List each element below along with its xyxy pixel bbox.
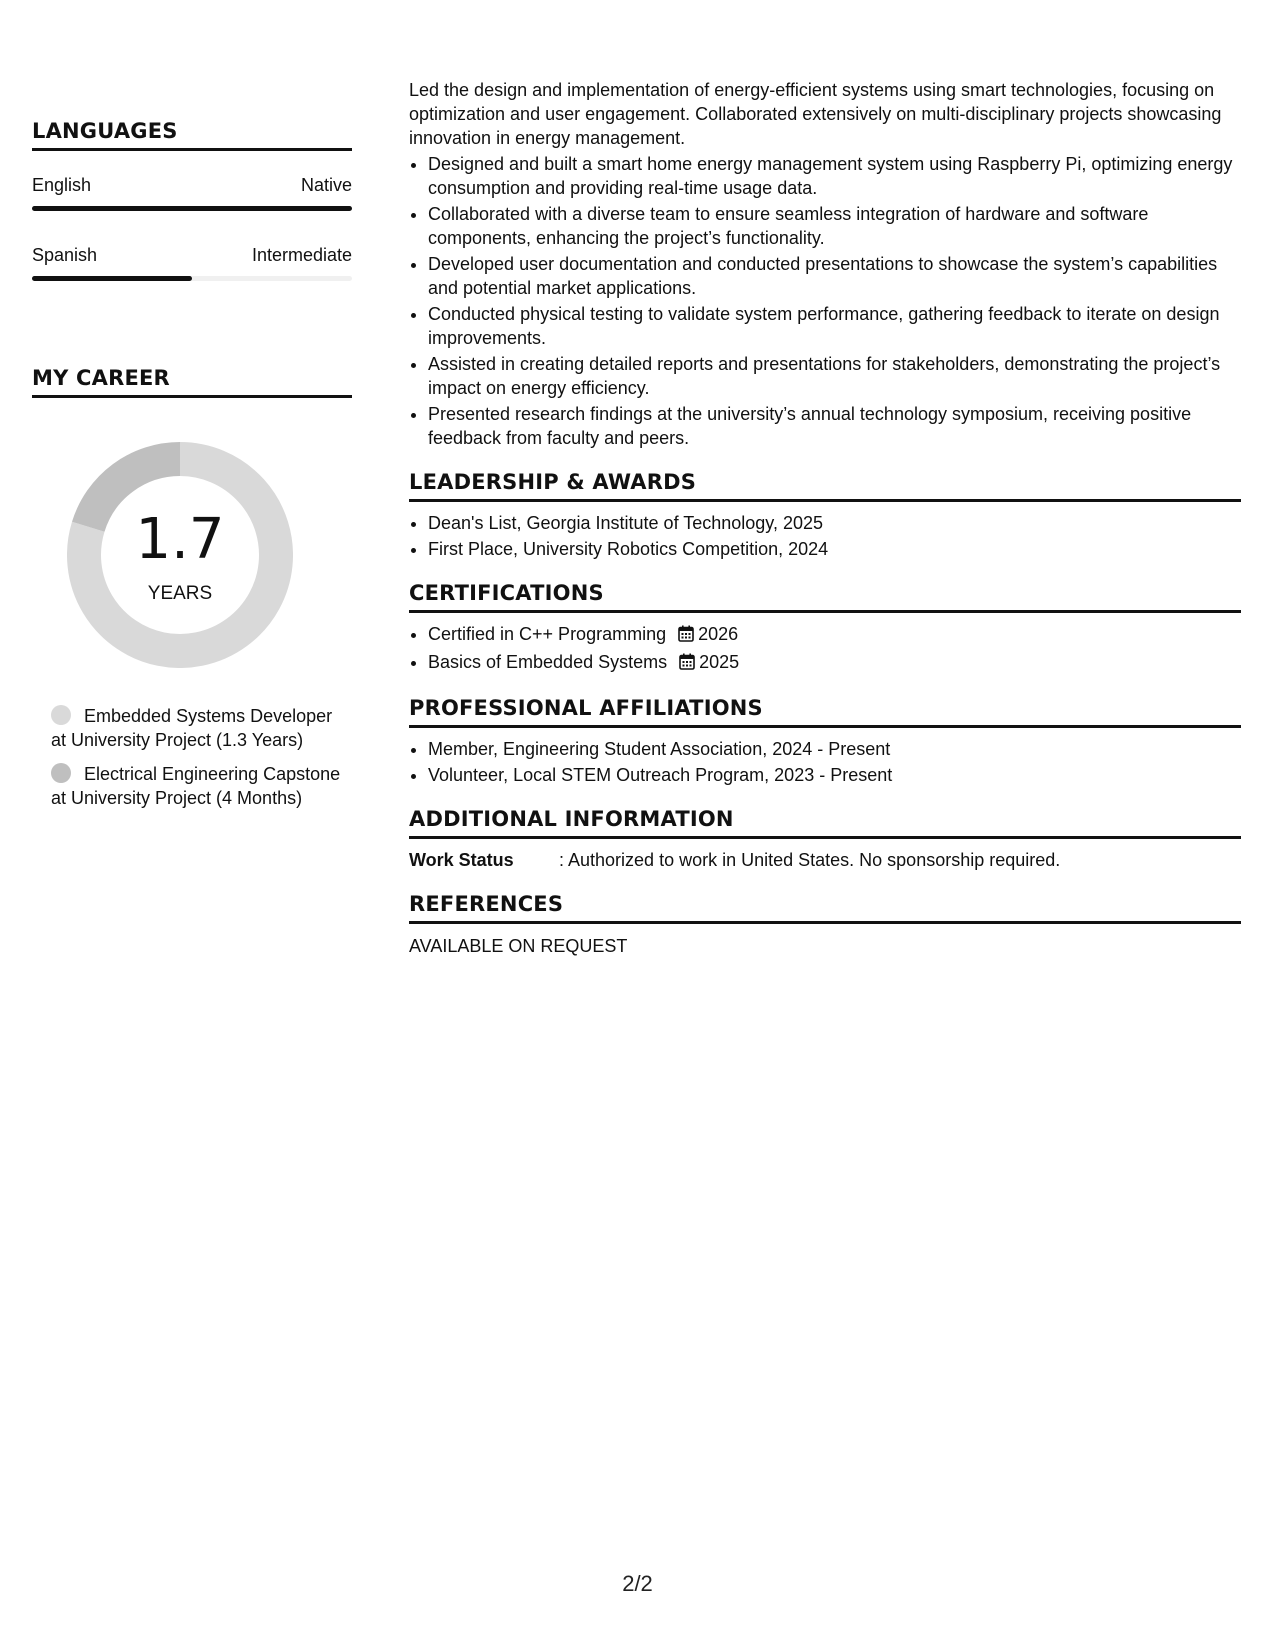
work-status-value: : Authorized to work in United States. No sponsorship required.: [559, 850, 1061, 870]
career-total-value: 1.7: [135, 507, 225, 572]
certification-name: Basics of Embedded Systems: [428, 652, 668, 672]
legend-dot: [51, 705, 71, 725]
career-donut-chart: [67, 442, 293, 668]
references-title: REFERENCES: [409, 892, 1241, 924]
project-bullets: [409, 152, 1241, 450]
work-status-label: Work Status: [409, 850, 514, 870]
language-name: Spanish: [32, 245, 98, 265]
list-item: • Assisted in creating detailed reports and presentations for stakeholders, demonstrating the project’s impact on energy efficiency.: [428, 352, 1241, 400]
project-summary: Led the design and implementation of energy-efficient systems using smart technologies, focusing on optimization and user engagement. Collaborated extensively on multi-disciplinary projects showcasing innovation in energy management.: [409, 80, 1222, 148]
list-item: • Conducted physical testing to validate system performance, gathering feedback to iterate on design improvements.: [428, 302, 1241, 350]
career-legend-item: [51, 762, 341, 810]
certification-year: 2025: [699, 652, 740, 672]
affiliations-list: [409, 737, 1241, 787]
list-item: • Presented research findings at the university’s annual technology symposium, receiving positive feedback from faculty and peers.: [428, 402, 1241, 450]
list-item: • Dean's List, Georgia Institute of Technology, 2025: [428, 511, 1241, 535]
language-level: Intermediate: [251, 245, 352, 265]
languages-title: LANGUAGES: [32, 119, 352, 151]
language-proficiency-bar: [32, 276, 352, 281]
references-text: AVAILABLE ON REQUEST: [409, 936, 628, 956]
list-item: • Developed user documentation and conducted presentations to showcase the system’s capabilities and potential market applications.: [428, 252, 1241, 300]
list-item: • Volunteer, Local STEM Outreach Program, 2023 - Present: [428, 763, 1241, 787]
certification-name: Certified in C++ Programming: [428, 624, 667, 644]
language-item: [32, 245, 352, 281]
language-level: Native: [300, 175, 352, 195]
language-name: English: [32, 175, 92, 195]
calendar-icon: [679, 652, 695, 676]
legend-dot: [51, 763, 71, 783]
legend-label: Embedded Systems Developer at University Project (1.3 Years): [51, 706, 333, 750]
language-item: [32, 175, 352, 211]
left-column: [32, 92, 352, 820]
list-item: • Member, Engineering Student Association, 2024 - Present: [428, 737, 1241, 761]
career-legend: [51, 704, 341, 810]
list-item: • First Place, University Robotics Competition, 2024: [428, 537, 1241, 561]
certifications-title: CERTIFICATIONS: [409, 581, 1241, 613]
leadership-list: [409, 511, 1241, 561]
list-item: • Designed and built a smart home energy management system using Raspberry Pi, optimizing energy consumption and providing real-time usage data.: [428, 152, 1241, 200]
certifications-list: [409, 622, 1241, 676]
career-legend-item: [51, 704, 341, 752]
language-proficiency-fill: [32, 206, 352, 211]
leadership-title: LEADERSHIP & AWARDS: [409, 470, 1241, 502]
affiliations-title: PROFESSIONAL AFFILIATIONS: [409, 696, 1241, 728]
list-item: [428, 622, 1241, 648]
career-title: MY CAREER: [32, 366, 352, 398]
additional-info-title: ADDITIONAL INFORMATION: [409, 807, 1241, 839]
legend-label: Electrical Engineering Capstone at University Project (4 Months): [51, 764, 341, 808]
right-column: [409, 78, 1241, 958]
list-item: • Collaborated with a diverse team to ensure seamless integration of hardware and software components, enhancing the project’s functionality.: [428, 202, 1241, 250]
certification-year: 2026: [698, 624, 739, 644]
list-item: [428, 650, 1241, 676]
language-proficiency-fill: [32, 276, 192, 281]
page-number: 2/2: [622, 1571, 653, 1596]
calendar-icon: [678, 624, 694, 648]
language-proficiency-bar: [32, 206, 352, 211]
work-status-row: [409, 848, 1241, 872]
career-total-unit: YEARS: [147, 583, 213, 604]
